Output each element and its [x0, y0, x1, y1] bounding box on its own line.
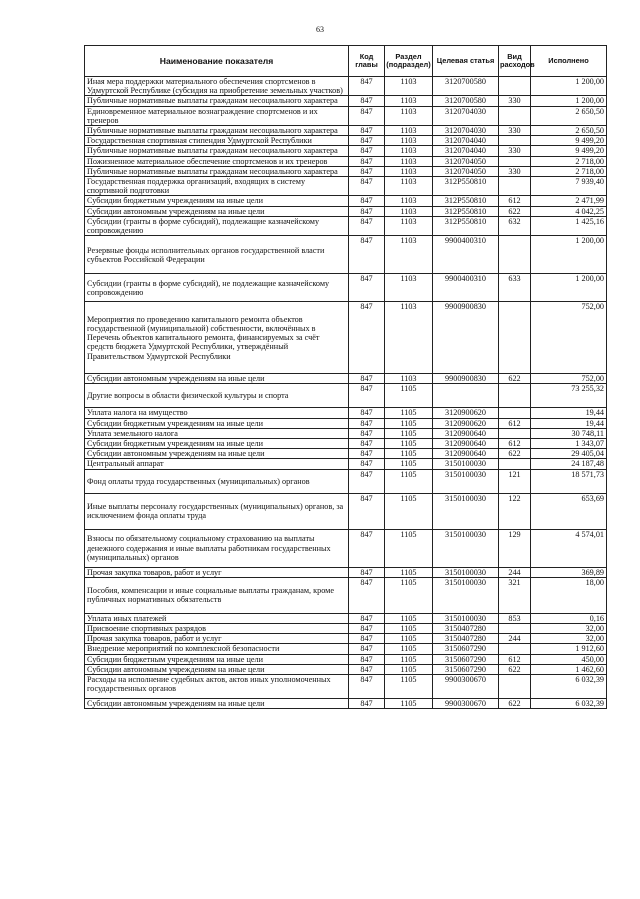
- table-row: [85, 439, 607, 449]
- row-expense-type: [499, 624, 531, 634]
- table-row: [85, 408, 607, 418]
- row-amount: 1 200,00: [531, 274, 607, 302]
- row-name: Субсидии бюджетным учреждениям на иные цели: [85, 196, 349, 206]
- row-target: 9900300670: [433, 699, 499, 709]
- row-chapter: 847: [349, 418, 385, 428]
- row-target: 3120704040: [433, 136, 499, 146]
- row-chapter: 847: [349, 613, 385, 623]
- row-name: Субсидии бюджетным учреждениям на иные цели: [85, 418, 349, 428]
- row-target: 3120704030: [433, 106, 499, 125]
- row-amount: 653,69: [531, 493, 607, 529]
- row-target: 3150607290: [433, 644, 499, 654]
- row-section: 1105: [385, 634, 433, 644]
- row-section: 1105: [385, 577, 433, 613]
- row-name: Субсидии бюджетным учреждениям на иные цели: [85, 654, 349, 664]
- table-row: [85, 384, 607, 408]
- row-name: Прочая закупка товаров, работ и услуг: [85, 634, 349, 644]
- row-amount: 2 650,50: [531, 126, 607, 136]
- row-name: Публичные нормативные выплаты гражданам несоциального характера: [85, 166, 349, 176]
- row-expense-type: 612: [499, 439, 531, 449]
- row-amount: 1 200,00: [531, 96, 607, 106]
- row-target: [433, 384, 499, 408]
- row-section: 1103: [385, 236, 433, 274]
- row-target: 3150100030: [433, 529, 499, 567]
- row-expense-type: 853: [499, 613, 531, 623]
- table-row: [85, 96, 607, 106]
- row-target: 312P550810: [433, 206, 499, 216]
- row-target: 312P550810: [433, 196, 499, 206]
- row-amount: 369,89: [531, 567, 607, 577]
- row-section: 1105: [385, 644, 433, 654]
- table-row: [85, 146, 607, 156]
- row-target: 3150100030: [433, 459, 499, 469]
- row-name: Уплата налога на имущество: [85, 408, 349, 418]
- row-name: Публичные нормативные выплаты гражданам несоциального характера: [85, 96, 349, 106]
- row-section: 1103: [385, 156, 433, 166]
- row-amount: 7 939,40: [531, 177, 607, 196]
- row-amount: 450,00: [531, 654, 607, 664]
- row-expense-type: [499, 177, 531, 196]
- table-row: [85, 136, 607, 146]
- table-row: [85, 567, 607, 577]
- header-amount: Исполнено: [531, 46, 607, 77]
- row-amount: 1 425,16: [531, 216, 607, 235]
- table-row: [85, 654, 607, 664]
- row-chapter: 847: [349, 439, 385, 449]
- row-chapter: 847: [349, 529, 385, 567]
- row-chapter: 847: [349, 236, 385, 274]
- row-name: Субсидии (гранты в форме субсидий), подлежащие казначейскому сопровождению: [85, 216, 349, 235]
- table-row: [85, 699, 607, 709]
- row-expense-type: 622: [499, 664, 531, 674]
- row-section: 1105: [385, 675, 433, 699]
- row-section: 1105: [385, 469, 433, 493]
- row-chapter: 847: [349, 177, 385, 196]
- row-target: 312P550810: [433, 177, 499, 196]
- row-amount: 19,44: [531, 408, 607, 418]
- row-target: 9900900830: [433, 302, 499, 374]
- table-row: [85, 374, 607, 384]
- row-target: 3120900640: [433, 449, 499, 459]
- row-section: 1103: [385, 302, 433, 374]
- row-expense-type: 330: [499, 96, 531, 106]
- row-target: 3120700580: [433, 96, 499, 106]
- row-amount: 9 499,20: [531, 136, 607, 146]
- table-row: [85, 493, 607, 529]
- row-amount: 9 499,20: [531, 146, 607, 156]
- table-row: [85, 459, 607, 469]
- row-amount: 752,00: [531, 302, 607, 374]
- row-expense-type: 129: [499, 529, 531, 567]
- row-target: 3150607290: [433, 664, 499, 674]
- row-name: Субсидии автономным учреждениям на иные цели: [85, 664, 349, 674]
- row-name: Публичные нормативные выплаты гражданам несоциального характера: [85, 126, 349, 136]
- row-target: 312P550810: [433, 216, 499, 235]
- row-target: 3150607290: [433, 654, 499, 664]
- row-chapter: 847: [349, 428, 385, 438]
- row-name: Мероприятия по проведению капитального ремонта объектов государственной (муниципальной) собственности, включённых в Перечень объектов капитального ремонта, финансируемых за счёт средств бюджета Удмуртской Республики, утверждённый Правительством Удмуртской Республики: [85, 302, 349, 374]
- row-name: Иные выплаты персоналу государственных (муниципальных) органов, за исключением фонда оплаты труда: [85, 493, 349, 529]
- row-amount: 18,00: [531, 577, 607, 613]
- header-chapter: Код главы: [349, 46, 385, 77]
- row-chapter: 847: [349, 96, 385, 106]
- row-section: 1103: [385, 196, 433, 206]
- row-chapter: 847: [349, 624, 385, 634]
- row-section: 1105: [385, 664, 433, 674]
- table-row: [85, 216, 607, 235]
- table-row: [85, 177, 607, 196]
- row-chapter: 847: [349, 384, 385, 408]
- row-target: 3150100030: [433, 567, 499, 577]
- row-expense-type: 622: [499, 374, 531, 384]
- row-name: Центральный аппарат: [85, 459, 349, 469]
- row-amount: 24 187,48: [531, 459, 607, 469]
- row-name: Государственная спортивная стипендия Удмуртской Республики: [85, 136, 349, 146]
- row-expense-type: [499, 675, 531, 699]
- row-target: 3120900640: [433, 439, 499, 449]
- row-amount: 1 200,00: [531, 77, 607, 96]
- row-chapter: 847: [349, 106, 385, 125]
- row-section: 1105: [385, 654, 433, 664]
- row-amount: 6 032,39: [531, 699, 607, 709]
- row-target: 3150100030: [433, 613, 499, 623]
- row-chapter: 847: [349, 567, 385, 577]
- row-expense-type: 244: [499, 634, 531, 644]
- row-section: 1103: [385, 374, 433, 384]
- row-amount: 752,00: [531, 374, 607, 384]
- row-expense-type: [499, 106, 531, 125]
- row-name: Прочая закупка товаров, работ и услуг: [85, 567, 349, 577]
- row-amount: 1 200,00: [531, 236, 607, 274]
- row-amount: 32,00: [531, 634, 607, 644]
- row-expense-type: 632: [499, 216, 531, 235]
- row-expense-type: [499, 408, 531, 418]
- row-chapter: 847: [349, 664, 385, 674]
- row-name: Единовременное материальное вознаграждение спортсменов и их тренеров: [85, 106, 349, 125]
- row-target: 9900400310: [433, 236, 499, 274]
- row-chapter: 847: [349, 136, 385, 146]
- table-row: [85, 529, 607, 567]
- row-chapter: 847: [349, 166, 385, 176]
- row-target: 3150407280: [433, 624, 499, 634]
- table-row: [85, 418, 607, 428]
- row-section: 1105: [385, 384, 433, 408]
- table-row: [85, 77, 607, 96]
- row-chapter: 847: [349, 408, 385, 418]
- table-row: [85, 644, 607, 654]
- row-expense-type: 612: [499, 196, 531, 206]
- row-target: 9900300670: [433, 675, 499, 699]
- row-section: 1103: [385, 77, 433, 96]
- row-expense-type: 244: [499, 567, 531, 577]
- row-name: Пособия, компенсации и иные социальные выплаты гражданам, кроме публичных нормативных обязательств: [85, 577, 349, 613]
- row-name: Субсидии бюджетным учреждениям на иные цели: [85, 439, 349, 449]
- row-name: Расходы на исполнение судебных актов, актов иных уполномоченных государственных органов: [85, 675, 349, 699]
- row-chapter: 847: [349, 654, 385, 664]
- row-name: Субсидии автономным учреждениям на иные цели: [85, 449, 349, 459]
- row-expense-type: 330: [499, 146, 531, 156]
- table-row: [85, 449, 607, 459]
- row-chapter: 847: [349, 577, 385, 613]
- table-row: [85, 624, 607, 634]
- row-target: 3120900620: [433, 408, 499, 418]
- row-expense-type: 622: [499, 206, 531, 216]
- table-row: [85, 469, 607, 493]
- row-section: 1105: [385, 493, 433, 529]
- row-amount: 29 405,04: [531, 449, 607, 459]
- table-row: [85, 126, 607, 136]
- table-row: [85, 664, 607, 674]
- row-target: 9900900830: [433, 374, 499, 384]
- row-amount: 6 032,39: [531, 675, 607, 699]
- row-amount: 2 471,99: [531, 196, 607, 206]
- row-amount: 4 574,01: [531, 529, 607, 567]
- row-section: 1105: [385, 624, 433, 634]
- header-section: Раздел (подраздел): [385, 46, 433, 77]
- row-expense-type: [499, 236, 531, 274]
- row-expense-type: [499, 302, 531, 374]
- table-row: [85, 274, 607, 302]
- table-body: [85, 77, 607, 709]
- row-name: Взносы по обязательному социальному страхованию на выплаты денежного содержания и иные выплаты работникам государственных (муниципальных) органов: [85, 529, 349, 567]
- row-expense-type: 321: [499, 577, 531, 613]
- row-expense-type: 622: [499, 699, 531, 709]
- row-chapter: 847: [349, 196, 385, 206]
- row-section: 1103: [385, 126, 433, 136]
- row-amount: 18 571,73: [531, 469, 607, 493]
- page-number: 63: [316, 25, 324, 34]
- row-target: 3150407280: [433, 634, 499, 644]
- row-target: 3120900640: [433, 428, 499, 438]
- row-amount: 4 042,25: [531, 206, 607, 216]
- row-name: Присвоение спортивных разрядов: [85, 624, 349, 634]
- table-row: [85, 675, 607, 699]
- row-amount: 2 718,00: [531, 166, 607, 176]
- row-name: Государственная поддержка организаций, входящих в систему спортивной подготовки: [85, 177, 349, 196]
- row-amount: 0,16: [531, 613, 607, 623]
- table-row: [85, 196, 607, 206]
- row-chapter: 847: [349, 374, 385, 384]
- row-target: 3120700580: [433, 77, 499, 96]
- row-expense-type: [499, 644, 531, 654]
- header-target: Целевая статья: [433, 46, 499, 77]
- row-name: Резервные фонды исполнительных органов государственной власти субъектов Российской Федерации: [85, 236, 349, 274]
- header-name: Наименование показателя: [85, 46, 349, 77]
- row-target: 3120704030: [433, 126, 499, 136]
- row-section: 1103: [385, 136, 433, 146]
- header-expense-type: Вид расходов: [499, 46, 531, 77]
- row-chapter: 847: [349, 449, 385, 459]
- row-section: 1105: [385, 418, 433, 428]
- row-expense-type: 633: [499, 274, 531, 302]
- row-section: 1105: [385, 699, 433, 709]
- row-target: 3150100030: [433, 577, 499, 613]
- row-expense-type: 122: [499, 493, 531, 529]
- table-row: [85, 106, 607, 125]
- row-amount: 1 343,07: [531, 439, 607, 449]
- row-chapter: 847: [349, 274, 385, 302]
- row-chapter: 847: [349, 675, 385, 699]
- row-amount: 1 912,60: [531, 644, 607, 654]
- row-expense-type: [499, 136, 531, 146]
- row-name: Другие вопросы в области физической культуры и спорта: [85, 384, 349, 408]
- row-amount: 30 748,11: [531, 428, 607, 438]
- row-section: 1105: [385, 613, 433, 623]
- row-chapter: 847: [349, 634, 385, 644]
- row-amount: 19,44: [531, 418, 607, 428]
- row-amount: 1 462,60: [531, 664, 607, 674]
- row-amount: 2 650,50: [531, 106, 607, 125]
- row-name: Фонд оплаты труда государственных (муниципальных) органов: [85, 469, 349, 493]
- row-expense-type: 330: [499, 166, 531, 176]
- row-target: 3120704040: [433, 146, 499, 156]
- row-chapter: 847: [349, 644, 385, 654]
- row-name: Субсидии автономным учреждениям на иные цели: [85, 374, 349, 384]
- table-row: [85, 302, 607, 374]
- row-expense-type: 121: [499, 469, 531, 493]
- row-chapter: 847: [349, 126, 385, 136]
- row-name: Субсидии автономным учреждениям на иные цели: [85, 699, 349, 709]
- row-section: 1105: [385, 428, 433, 438]
- row-chapter: 847: [349, 206, 385, 216]
- row-chapter: 847: [349, 459, 385, 469]
- row-section: 1105: [385, 408, 433, 418]
- row-amount: 2 718,00: [531, 156, 607, 166]
- row-section: 1103: [385, 274, 433, 302]
- row-chapter: 847: [349, 302, 385, 374]
- row-chapter: 847: [349, 77, 385, 96]
- table-row: [85, 166, 607, 176]
- table-header-row: [85, 46, 607, 77]
- table-row: [85, 428, 607, 438]
- row-name: Пожизненное материальное обеспечение спортсменов и их тренеров: [85, 156, 349, 166]
- row-expense-type: 612: [499, 654, 531, 664]
- row-name: Иная мера поддержки материального обеспечения спортсменов в Удмуртской Республике (субсидия на приобретение земельных участков): [85, 77, 349, 96]
- row-section: 1103: [385, 206, 433, 216]
- row-name: Уплата земельного налога: [85, 428, 349, 438]
- row-section: 1103: [385, 96, 433, 106]
- row-section: 1105: [385, 449, 433, 459]
- row-target: 3120704050: [433, 166, 499, 176]
- row-name: Внедрение мероприятий по комплексной безопасности: [85, 644, 349, 654]
- row-expense-type: 612: [499, 418, 531, 428]
- row-amount: 73 255,32: [531, 384, 607, 408]
- row-section: 1103: [385, 166, 433, 176]
- row-expense-type: 330: [499, 126, 531, 136]
- row-chapter: 847: [349, 493, 385, 529]
- row-chapter: 847: [349, 216, 385, 235]
- row-expense-type: 622: [499, 449, 531, 459]
- row-section: 1103: [385, 216, 433, 235]
- row-section: 1103: [385, 106, 433, 125]
- row-name: Уплата иных платежей: [85, 613, 349, 623]
- table-row: [85, 613, 607, 623]
- row-chapter: 847: [349, 146, 385, 156]
- row-section: 1103: [385, 146, 433, 156]
- row-chapter: 847: [349, 699, 385, 709]
- row-target: 3150100030: [433, 493, 499, 529]
- row-target: 9900400310: [433, 274, 499, 302]
- row-name: Субсидии (гранты в форме субсидий), не подлежащие казначейскому сопровождению: [85, 274, 349, 302]
- row-target: 3120704050: [433, 156, 499, 166]
- row-expense-type: [499, 156, 531, 166]
- row-section: 1105: [385, 529, 433, 567]
- row-target: 3150100030: [433, 469, 499, 493]
- row-section: 1105: [385, 567, 433, 577]
- row-expense-type: [499, 459, 531, 469]
- row-expense-type: [499, 77, 531, 96]
- table-row: [85, 236, 607, 274]
- row-expense-type: [499, 428, 531, 438]
- table-row: [85, 634, 607, 644]
- table-row: [85, 577, 607, 613]
- row-chapter: 847: [349, 156, 385, 166]
- table-row: [85, 156, 607, 166]
- row-target: 3120900620: [433, 418, 499, 428]
- row-amount: 32,00: [531, 624, 607, 634]
- row-name: Субсидии автономным учреждениям на иные цели: [85, 206, 349, 216]
- table-row: [85, 206, 607, 216]
- row-expense-type: [499, 384, 531, 408]
- row-section: 1105: [385, 459, 433, 469]
- row-name: Публичные нормативные выплаты гражданам несоциального характера: [85, 146, 349, 156]
- row-section: 1105: [385, 439, 433, 449]
- row-chapter: 847: [349, 469, 385, 493]
- budget-execution-table: [84, 45, 607, 709]
- row-section: 1103: [385, 177, 433, 196]
